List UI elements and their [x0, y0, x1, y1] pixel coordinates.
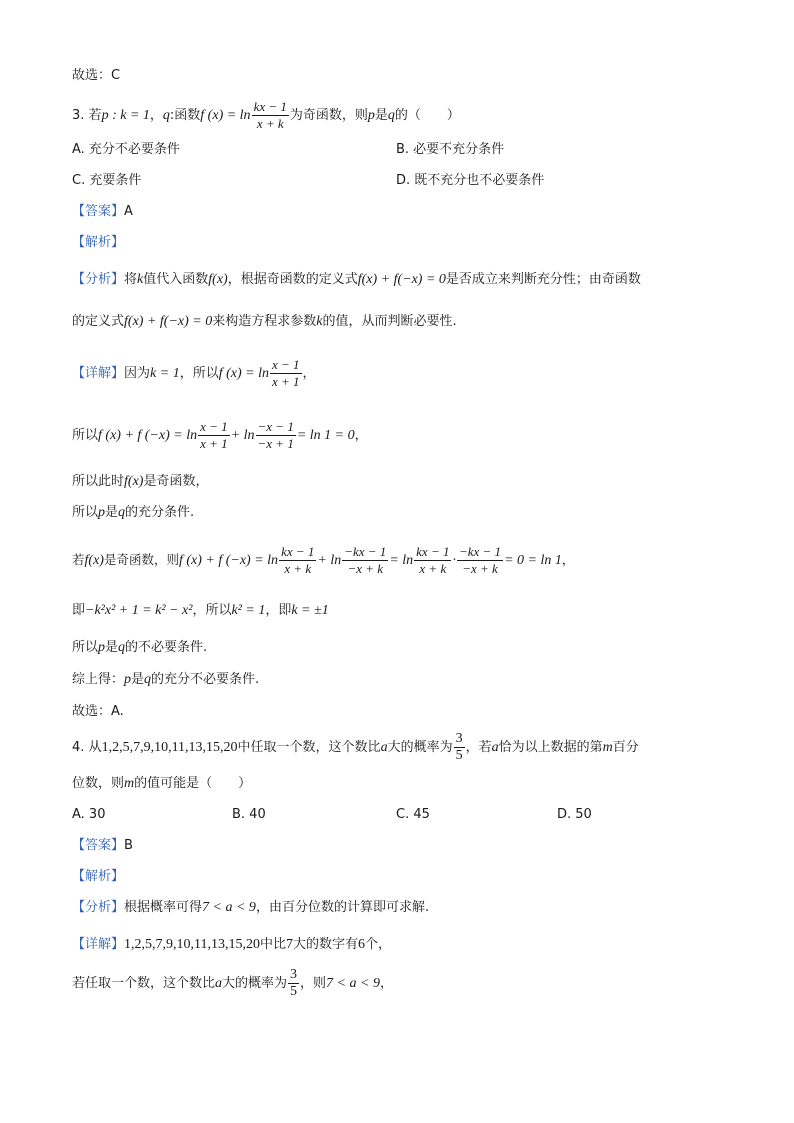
detail-line-2: 若任取一个数，这个数比a大的概率为 $\frac{3}{5}$ ，则7 < a < 9， [72, 967, 393, 999]
detail-line-5: 若f(x)是奇函数，则f (x) + f (−x) = ln $\frac{kx - 1}{x + k}$ + ln $\frac{-kx - 1}{-x + k}$ = ln $\frac{kx - 1}{x + k}$ · $\frac{-kx - 1}{-x + k}$ = 0 = ln 1， [72, 544, 575, 576]
option-d: D. 既不充分也不必要条件 [396, 173, 545, 188]
fraction: $\frac{kx - 1}{x + k}$ [281, 544, 315, 576]
fraction: $\frac{kx - 1}{x + k}$ [253, 99, 287, 131]
fraction: $\frac{x - 1}{x + 1}$ [271, 357, 300, 389]
fraction: $\frac{3}{5}$ [455, 731, 463, 763]
detail-line-8: 综上得：p是q的充分不必要条件. [72, 672, 260, 687]
detail-line-9: 故选：A. [72, 704, 124, 719]
detail-line-4: 所以p是q的充分条件. [72, 505, 195, 520]
detail-line-3: 所以此时f(x)是奇函数， [72, 474, 209, 489]
fraction: $\frac{-kx - 1}{-x + k}$ [458, 544, 502, 576]
question-3-stem: 3. 若p : k = 1，q:函数f (x) = ln $\frac{kx - 1}{x + k}$ 为奇函数，则p是q的（ ） [72, 99, 460, 131]
option-a: A. 30 [72, 807, 106, 822]
option-c: C. 充要条件 [72, 173, 142, 188]
analysis-line: 【分析】根据概率可得7 < a < 9，由百分位数的计算即可求解. [72, 900, 430, 915]
analysis-tag: 【解析】 [72, 869, 125, 884]
analysis-tag: 【解析】 [72, 235, 125, 250]
fraction: $\frac{-x - 1}{-x + 1}$ [257, 419, 294, 451]
option-b: B. 必要不充分条件 [396, 142, 505, 157]
option-b: B. 40 [232, 807, 266, 822]
fraction: $\frac{x - 1}{x + 1}$ [200, 419, 228, 451]
question-4-stem-2: 位数，则m的值可能是（ ） [72, 776, 252, 791]
detail-line-1: 【详解】因为k = 1，所以f (x) = ln $\frac{x - 1}{x + 1}$ ， [72, 357, 316, 389]
line-choose-c: 故选：C [72, 68, 121, 83]
question-4-stem: 4. 从1,2,5,7,9,10,11,13,15,20中任取一个数，这个数比a大的概率为 $\frac{3}{5}$ ，若a恰为以上数据的第m百分 [72, 731, 639, 763]
detail-line-2: 所以f (x) + f (−x) = ln $\frac{x - 1}{x + 1}$ + ln $\frac{-x - 1}{-x + 1}$ = ln 1 = 0， [72, 419, 368, 451]
answer-line: 【答案】B [72, 838, 133, 853]
option-d: D. 50 [557, 807, 592, 822]
analysis-line-1: 【分析】将k值代入函数f(x)，根据奇函数的定义式f(x) + f(−x) = 0是否成立来判断充分性；由奇函数 [72, 272, 641, 287]
answer-tag: 【答案】 [72, 204, 125, 219]
analysis-line-2: 的定义式f(x) + f(−x) = 0来构造方程求参数k的值，从而判断必要性. [72, 314, 457, 329]
fraction: $\frac{3}{5}$ [290, 967, 298, 999]
fraction: $\frac{-kx - 1}{-x + k}$ [344, 544, 387, 576]
option-c: C. 45 [396, 807, 430, 822]
answer-line: 【答案】A [72, 204, 133, 219]
detail-line-7: 所以p是q的不必要条件. [72, 640, 208, 655]
answer-tag: 【答案】 [72, 838, 125, 853]
fraction: $\frac{kx - 1}{x + k}$ [416, 544, 450, 576]
option-a: A. 充分不必要条件 [72, 142, 180, 157]
detail-line-1: 【详解】1,2,5,7,9,10,11,13,15,20中比7大的数字有6个， [72, 937, 392, 952]
detail-line-6: 即−k²x² + 1 = k² − x²，所以k² = 1，即k = ±1 [72, 603, 329, 618]
